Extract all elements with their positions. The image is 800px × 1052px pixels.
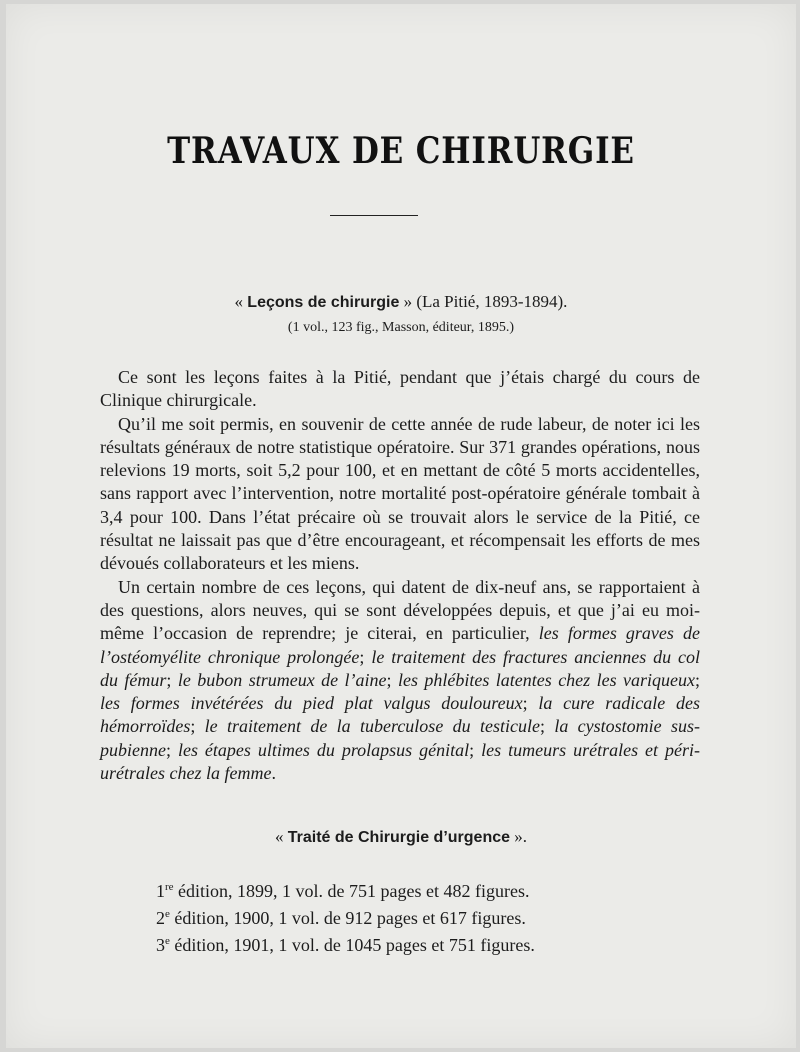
lecons-heading: [6, 292, 796, 312]
paragraph-3: Un certain nombre de ces leçons, qui datent de dix-neuf ans, se rapportaient à des questions, alors neuves, qui se sont développées depuis, et que j’ai eu moi-même l’occasion de reprendre; je citerai, en particulier, les formes graves de l’ostéomyélite chronique prolongée; le traitement des fractures anciennes du col du fémur; le bubon strumeux de l’aine; les phlébites latentes chez les variqueux; les formes invétérées du pied plat valgus douloureux; la cure radicale des hémorroïdes; le traitement de la tuberculose du testicule; la cystostomie sus-pubienne; les étapes ultimes du prolapsus génital; les tumeurs urétrales et péri-urétrales chez la femme.: [100, 576, 701, 784]
edition-line: [156, 903, 535, 930]
lecons-open-quote: «: [234, 292, 248, 311]
edition-ordinal: 2: [156, 908, 165, 928]
topic-9: les étapes ultimes du prolapsus génital: [177, 739, 470, 760]
topic-7: le traitement de la tuberculose du testicule: [204, 716, 540, 737]
paragraph-3-intro: Un certain nombre de ces leçons, qui datent de dix-neuf ans, se rapportaient à des questions, alors neuves, qui se sont développées depuis, et que j’ai eu moi-même l’occasion de reprendre; je citerai, en particulier,: [100, 576, 700, 644]
editions-list: [156, 876, 535, 957]
edition-ordinal: 3: [156, 935, 165, 955]
edition-ordinal-suffix: e: [165, 908, 170, 920]
title-divider: [330, 215, 418, 216]
lecons-place-date: » (La Pitié, 1893-1894).: [399, 292, 568, 311]
topic-4: les phlébites latentes chez les variqueux: [397, 669, 695, 690]
edition-line: [156, 876, 535, 903]
topic-10: les tumeurs urétrales et péri-urétrales chez la femme: [100, 739, 700, 784]
topic-1: les formes graves de l’ostéomyélite chronique prolongée: [100, 623, 700, 667]
edition-text: édition, 1899, 1 vol. de 751 pages et 482 figures.: [173, 881, 530, 901]
edition-text: édition, 1900, 1 vol. de 912 pages et 617 figures.: [169, 908, 526, 928]
traite-name: Traité de Chirurgie d’urgence: [287, 829, 511, 846]
topic-5: les formes invétérées du pied plat valgus douloureux: [100, 693, 523, 714]
topic-6: la cure radicale des hémorroïdes: [100, 693, 700, 737]
edition-line: [156, 930, 535, 957]
topic-2: le traitement des fractures anciennes du col du fémur: [100, 646, 700, 690]
lecons-name: Leçons de chirurgie: [247, 294, 400, 311]
traite-heading: [6, 827, 796, 847]
body-text: [100, 366, 700, 785]
page-title: TRAVAUX DE CHIRURGIE: [167, 130, 635, 172]
paragraph-1: Ce sont les leçons faites à la Pitié, pendant que j’étais chargé du cours de Clinique chirurgicale.: [100, 367, 700, 411]
edition-ordinal: 1: [156, 881, 165, 901]
topic-3: le bubon strumeux de l’aine: [177, 669, 387, 690]
lecons-details: (1 vol., 123 fig., Masson, éditeur, 1895.): [287, 320, 515, 335]
edition-ordinal-suffix: re: [165, 881, 174, 893]
paragraph-2: Qu’il me soit permis, en souvenir de cette année de rude labeur, de noter ici les résultats généraux de notre statistique opératoire. Sur 371 grandes opérations, nous relevions 19 morts, soit 5,2 pour 100, et en mettant de côté 5 morts accidentelles, sans rapport avec l’intervention, notre mortalité post-opératoire générale tombait à 3,4 pour 100. Dans l’état précaire où se trouvait alors le service de la Pitié, ce résultat ne laissait pas que d’être encourageant, et récompensait les efforts de mes dévoués collaborateurs et les miens.: [100, 413, 700, 574]
traite-open-quote: «: [274, 827, 288, 846]
document-page: [6, 4, 796, 1048]
topic-8: la cystostomie sus-pubienne: [100, 716, 700, 760]
edition-text: édition, 1901, 1 vol. de 1045 pages et 751 figures.: [169, 935, 535, 955]
traite-close-quote: ».: [510, 827, 528, 846]
edition-ordinal-suffix: e: [165, 935, 170, 947]
